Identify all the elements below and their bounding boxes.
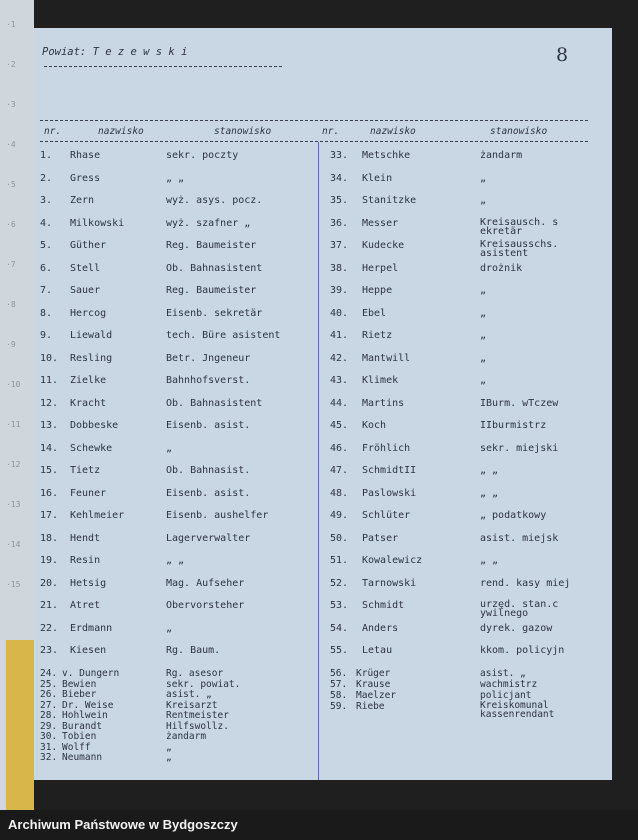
row-surname: Patser bbox=[362, 532, 399, 544]
row-surname: Letau bbox=[362, 645, 393, 656]
row-surname: Güther bbox=[70, 240, 107, 251]
row-surname: Rhase bbox=[70, 150, 101, 161]
row-number: 17. bbox=[40, 510, 59, 521]
row-number: 51. bbox=[330, 555, 349, 566]
row-position: sekr. miejski bbox=[480, 442, 559, 454]
row-surname: Klimek bbox=[362, 375, 399, 386]
row-surname: Hohlwein bbox=[62, 710, 108, 721]
row-number: 25. bbox=[40, 678, 58, 690]
row-position: żandarm bbox=[166, 731, 207, 742]
row-surname: Mantwill bbox=[362, 352, 411, 364]
row-position: drożnik bbox=[480, 262, 523, 274]
adjacent-page-edge: ·1 ·2 ·3 ·4 ·5 ·6 ·7 ·8 ·9 ·10 ·11 ·12 ·13 ·14 ·15 bbox=[0, 0, 34, 810]
row-number: 44. bbox=[330, 397, 349, 409]
row-number: 4. bbox=[40, 217, 53, 229]
row-number: 19. bbox=[40, 555, 59, 566]
row-position: Lagerverwalter bbox=[166, 532, 251, 544]
row-number: 50. bbox=[330, 532, 349, 544]
row-surname: Koch bbox=[362, 420, 387, 431]
row-surname: Messer bbox=[362, 217, 399, 229]
row-number: 58. bbox=[330, 690, 348, 701]
row-number: 5. bbox=[40, 240, 53, 251]
row-position: Obervorsteher bbox=[166, 600, 245, 611]
row-position: „ „ bbox=[480, 465, 499, 476]
row-position: kkom. policyjn bbox=[480, 645, 565, 656]
row-position: „ podatkowy bbox=[480, 510, 547, 521]
row-number: 6. bbox=[40, 262, 53, 274]
row-surname: Dr. Weise bbox=[62, 699, 114, 711]
row-surname: Schewke bbox=[70, 442, 113, 454]
row-surname: Feuner bbox=[70, 487, 107, 499]
header-left-nr: nr. bbox=[44, 126, 62, 137]
row-number: 55. bbox=[330, 645, 349, 656]
row-surname: Kiesen bbox=[70, 645, 107, 656]
row-surname: Zielke bbox=[70, 375, 107, 386]
row-number: 23. bbox=[40, 645, 59, 656]
row-number: 15. bbox=[40, 465, 59, 476]
header-right-nr: nr. bbox=[322, 126, 340, 137]
row-number: 16. bbox=[40, 487, 59, 499]
row-position: „ bbox=[480, 172, 487, 184]
row-number: 9. bbox=[40, 330, 53, 341]
row-position: „ bbox=[480, 352, 487, 364]
header-right-name: nazwisko bbox=[370, 126, 416, 137]
row-position: „ bbox=[166, 741, 172, 753]
row-position: Reg. Baumeister bbox=[166, 240, 257, 251]
row-number: 30. bbox=[40, 731, 58, 742]
row-number: 47. bbox=[330, 465, 349, 476]
row-number: 8. bbox=[40, 307, 53, 319]
row-number: 20. bbox=[40, 577, 59, 589]
row-number: 34. bbox=[330, 172, 349, 184]
row-surname: Klein bbox=[362, 172, 393, 184]
row-position: dyrek. gazow bbox=[480, 622, 553, 634]
row-number: 12. bbox=[40, 397, 59, 409]
row-position: „ „ bbox=[166, 555, 185, 566]
row-position: „ bbox=[480, 285, 487, 296]
row-surname: Schmidt bbox=[362, 600, 405, 611]
row-position: Kreisarzt bbox=[166, 699, 218, 711]
row-position: Ob. Bahnasist. bbox=[166, 465, 251, 476]
row-surname: Bewien bbox=[62, 678, 97, 690]
row-surname: Tarnowski bbox=[362, 577, 417, 589]
header-left-name: nazwisko bbox=[98, 126, 144, 137]
folder-edge bbox=[6, 640, 34, 810]
row-surname: Hetsig bbox=[70, 577, 107, 589]
row-position: Kreiskomunal kassenrendant bbox=[480, 700, 555, 720]
row-number: 39. bbox=[330, 285, 349, 296]
row-position: wachmistrz bbox=[480, 679, 538, 690]
row-surname: Kudecke bbox=[362, 240, 405, 251]
row-number: 41. bbox=[330, 330, 349, 341]
row-number: 43. bbox=[330, 375, 349, 386]
row-number: 33. bbox=[330, 150, 349, 161]
header-right-position: stanowisko bbox=[490, 126, 548, 137]
row-number: 52. bbox=[330, 577, 349, 589]
row-position: Mag. Aufseher bbox=[166, 577, 245, 589]
row-position: sekr. powiat. bbox=[166, 678, 241, 690]
header-rule-top bbox=[40, 120, 588, 121]
row-position: „ bbox=[166, 622, 173, 634]
row-position: Bahnhofsverst. bbox=[166, 375, 251, 386]
row-surname: Milkowski bbox=[70, 217, 125, 229]
row-position: rend. kasy miej bbox=[480, 577, 571, 589]
row-surname: Ebel bbox=[362, 307, 387, 319]
row-surname: Gress bbox=[70, 172, 101, 184]
row-number: 48. bbox=[330, 487, 349, 499]
row-position: Eisenb. sekretär bbox=[166, 307, 263, 319]
row-number: 14. bbox=[40, 442, 59, 454]
row-surname: Tobien bbox=[62, 731, 97, 742]
row-number: 21. bbox=[40, 600, 59, 611]
row-number: 40. bbox=[330, 307, 349, 319]
row-surname: Resin bbox=[70, 555, 101, 566]
row-surname: Tietz bbox=[70, 465, 101, 476]
row-position: żandarm bbox=[480, 150, 523, 161]
row-position: Betr. Jngeneur bbox=[166, 352, 251, 364]
row-position: Rentmeister bbox=[166, 710, 229, 721]
row-number: 18. bbox=[40, 532, 59, 544]
row-number: 29. bbox=[40, 720, 58, 732]
row-surname: Stanitzke bbox=[362, 195, 417, 206]
row-number: 10. bbox=[40, 352, 59, 364]
row-number: 46. bbox=[330, 442, 349, 454]
title-underline bbox=[44, 66, 282, 67]
row-position: asist. miejsk bbox=[480, 532, 559, 544]
row-surname: Atret bbox=[70, 600, 101, 611]
archive-name: Archiwum Państwowe w Bydgoszczy bbox=[8, 817, 238, 832]
row-number: 45. bbox=[330, 420, 349, 431]
row-surname: Erdmann bbox=[70, 622, 113, 634]
row-number: 49. bbox=[330, 510, 349, 521]
row-position: „ bbox=[480, 375, 487, 386]
row-surname: Paslowski bbox=[362, 487, 417, 499]
row-number: 3. bbox=[40, 195, 53, 206]
row-position: urzęd. stan.c ywilnego bbox=[480, 599, 559, 619]
row-number: 54. bbox=[330, 622, 349, 634]
row-number: 57. bbox=[330, 679, 348, 690]
row-surname: Stell bbox=[70, 262, 101, 274]
row-surname: Hercog bbox=[70, 307, 107, 319]
row-surname: Resling bbox=[70, 352, 113, 364]
row-position: Reg. Baumeister bbox=[166, 285, 257, 296]
row-number: 35. bbox=[330, 195, 349, 206]
column-divider bbox=[318, 142, 319, 780]
row-surname: Kowalewicz bbox=[362, 555, 423, 566]
row-position: sekr. poczty bbox=[166, 150, 239, 161]
row-number: 13. bbox=[40, 420, 59, 431]
row-surname: Fröhlich bbox=[362, 442, 411, 454]
row-position: Hilfswollz. bbox=[166, 720, 229, 732]
row-surname: v. Dungern bbox=[62, 668, 120, 679]
row-position: asist. „ bbox=[480, 668, 526, 679]
row-number: 31. bbox=[40, 741, 58, 753]
row-surname: Liewald bbox=[70, 330, 113, 341]
row-number: 22. bbox=[40, 622, 59, 634]
row-position: Ob. Bahnasistent bbox=[166, 262, 263, 274]
row-position: Kreisausch. s ekretär bbox=[480, 216, 559, 237]
row-position: „ „ bbox=[166, 172, 185, 184]
row-surname: Krüger bbox=[356, 668, 391, 679]
row-surname: Bieber bbox=[62, 689, 97, 700]
row-surname: Herpel bbox=[362, 262, 399, 274]
row-surname: Dobbeske bbox=[70, 420, 119, 431]
row-surname: Kehlmeier bbox=[70, 510, 125, 521]
row-position: „ bbox=[166, 752, 172, 763]
row-surname: Rietz bbox=[362, 330, 393, 341]
row-surname: Hendt bbox=[70, 532, 101, 544]
row-position: „ bbox=[480, 330, 487, 341]
row-position: Eisenb. aushelfer bbox=[166, 510, 269, 521]
row-position: „ „ bbox=[480, 555, 499, 566]
row-number: 24. bbox=[40, 668, 58, 679]
row-surname: Martins bbox=[362, 397, 405, 409]
row-surname: Riebe bbox=[356, 701, 385, 712]
row-position: wyż. szafner „ bbox=[166, 217, 251, 229]
row-number: 26. bbox=[40, 689, 58, 700]
row-position: policjant bbox=[480, 690, 532, 701]
row-surname: Neumann bbox=[62, 752, 103, 763]
row-number: 27. bbox=[40, 699, 58, 711]
row-position: „ bbox=[480, 307, 487, 319]
row-position: IIburmistrz bbox=[480, 420, 547, 431]
page-number: 8 bbox=[556, 44, 569, 66]
row-surname: SchmidtII bbox=[362, 465, 417, 476]
row-number: 42. bbox=[330, 352, 349, 364]
row-position: „ „ bbox=[480, 487, 499, 499]
archive-footer bbox=[0, 810, 638, 840]
row-number: 11. bbox=[40, 375, 59, 386]
row-position: Kreisausschs. asistent bbox=[480, 239, 559, 259]
row-position: wyż. asys. pocz. bbox=[166, 195, 263, 206]
row-surname: Wolff bbox=[62, 741, 91, 753]
row-number: 59. bbox=[330, 701, 348, 712]
row-position: „ bbox=[166, 442, 173, 454]
row-position: IBurm. wTczew bbox=[480, 397, 559, 409]
row-surname: Kracht bbox=[70, 397, 107, 409]
row-number: 53. bbox=[330, 600, 349, 611]
row-surname: Anders bbox=[362, 622, 399, 634]
row-number: 32. bbox=[40, 752, 58, 763]
row-position: asist. „ bbox=[166, 689, 212, 700]
row-surname: Krause bbox=[356, 679, 391, 690]
row-surname: Burandt bbox=[62, 720, 103, 732]
row-surname: Sauer bbox=[70, 285, 101, 296]
row-number: 38. bbox=[330, 262, 349, 274]
row-position: Eisenb. asist. bbox=[166, 487, 251, 499]
row-position: „ bbox=[480, 195, 487, 206]
document-title: Powiat: T e z e w s k i bbox=[42, 46, 188, 58]
row-surname: Maelzer bbox=[356, 690, 397, 701]
row-number: 1. bbox=[40, 150, 53, 161]
row-position: tech. Büre asistent bbox=[166, 330, 281, 341]
row-number: 56. bbox=[330, 668, 348, 679]
row-number: 28. bbox=[40, 710, 58, 721]
row-number: 36. bbox=[330, 217, 349, 229]
row-position: Rg. asesor bbox=[166, 668, 224, 679]
row-number: 2. bbox=[40, 172, 53, 184]
row-surname: Zern bbox=[70, 195, 95, 206]
row-position: Eisenb. asist. bbox=[166, 420, 251, 431]
row-surname: Schlüter bbox=[362, 510, 411, 521]
header-rule-bottom bbox=[40, 141, 588, 142]
header-left-position: stanowisko bbox=[214, 126, 272, 137]
row-surname: Heppe bbox=[362, 285, 393, 296]
row-position: Rg. Baum. bbox=[166, 645, 221, 656]
row-number: 37. bbox=[330, 240, 349, 251]
row-position: Ob. Bahnasistent bbox=[166, 397, 263, 409]
row-number: 7. bbox=[40, 285, 53, 296]
row-surname: Metschke bbox=[362, 150, 411, 161]
